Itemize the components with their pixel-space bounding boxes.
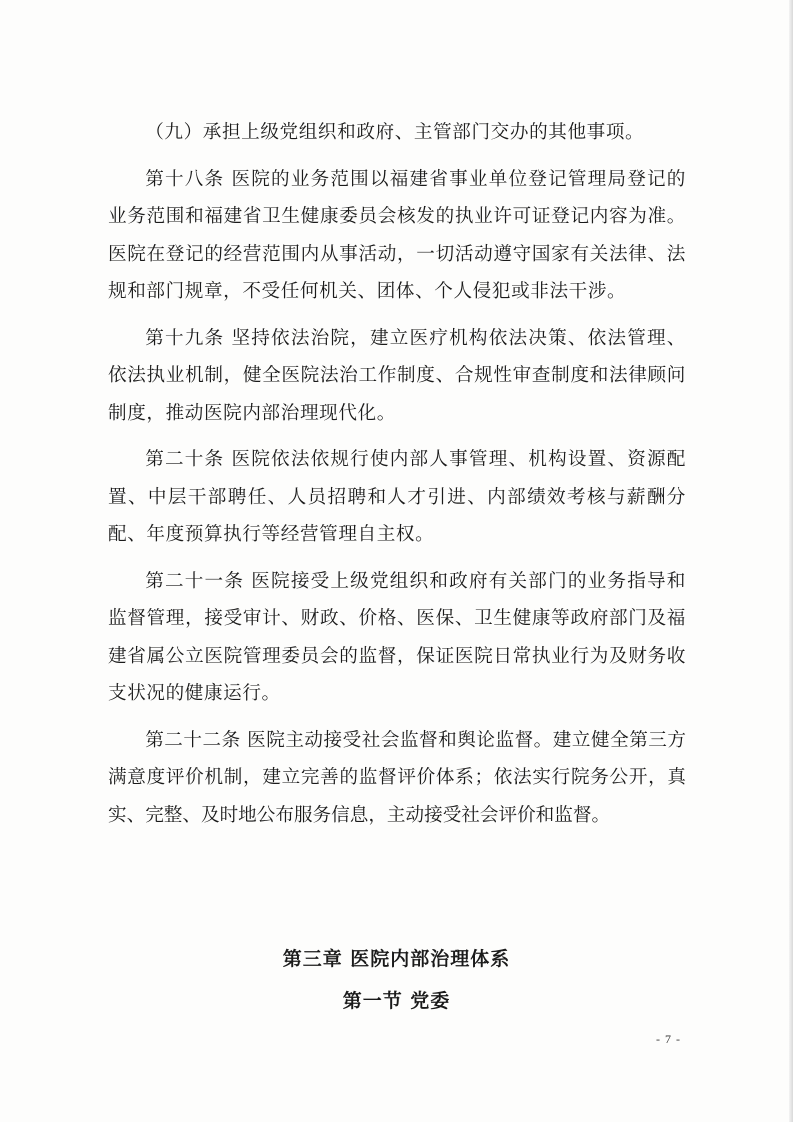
chapter-heading: 第三章 医院内部治理体系 xyxy=(282,948,511,970)
paragraph-article-21: 第二十一条 医院接受上级党组织和政府有关部门的业务指导和监督管理，接受审计、财政、价格、医保、卫生健康等政府部门及福建省属公立医院管理委员会的监督，保证医院日常执业行为及财务收支状况的健康运行。 xyxy=(108,570,686,704)
document-body xyxy=(108,114,686,843)
paragraph-article-22: 第二十二条 医院主动接受社会监督和舆论监督。建立健全第三方满意度评价机制，建立完善的监督评价体系；依法实行院务公开，真实、完整、及时地公布服务信息，主动接受社会评价和监督。 xyxy=(108,729,686,826)
section-heading: 第一节 党委 xyxy=(342,990,451,1012)
paragraph-article-19: 第十九条 坚持依法治院，建立医疗机构依法决策、依法管理、依法执业机制，健全医院法治工作制度、合规性审查制度和法律顾问制度，推动医院内部治理现代化。 xyxy=(108,327,686,424)
page-number: - 7 - xyxy=(656,1032,681,1046)
paragraph-article-20: 第二十条 医院依法依规行使内部人事管理、机构设置、资源配置、中层干部聘任、人员招聘和人才引进、内部绩效考核与薪酬分配、年度预算执行等经营管理自主权。 xyxy=(108,449,686,545)
paragraph-item-9: （九）承担上级党组织和政府、主管部门交办的其他事项。 xyxy=(145,122,645,143)
paragraph-article-18: 第十八条 医院的业务范围以福建省事业单位登记管理局登记的业务范围和福建省卫生健康委员会核发的执业许可证登记内容为准。医院在登记的经营范围内从事活动，一切活动遵守国家有关法律、法规和部门规章，不受任何机关、团体、个人侵犯或非法干涉。 xyxy=(108,168,686,302)
